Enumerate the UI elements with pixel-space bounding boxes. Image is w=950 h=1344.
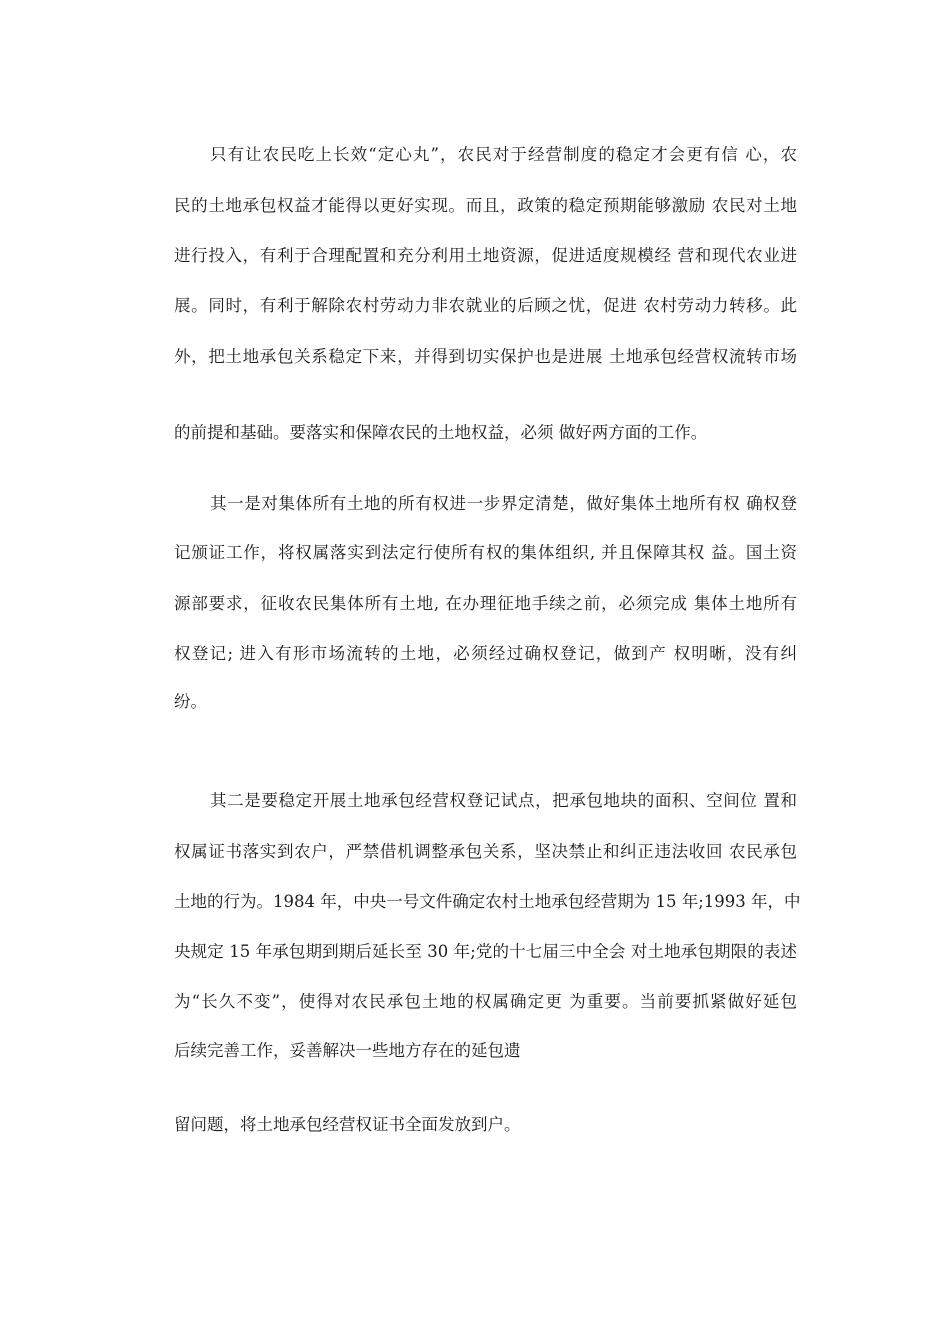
- paragraph-line: 后续完善工作，妥善解决一些地方存在的延包遗: [174, 1041, 521, 1060]
- paragraph-line: 权属证书落实到农户，严禁借机调整承包关系，坚决禁止和纠正违法收回 农民承包: [174, 842, 797, 861]
- paragraph-line: 记颁证工作，将权属落实到法定行使所有权的集体组织, 并且保障其权 益。国土资: [174, 543, 797, 562]
- paragraph-line: 其一是对集体所有土地的所有权进一步界定清楚，做好集体土地所有权 确权登: [210, 494, 797, 513]
- paragraph-line: 权登记; 进入有形市场流转的土地，必须经过确权登记，做到产 权明晰，没有纠: [174, 644, 797, 663]
- paragraph-line: 展。同时，有利于解除农村劳动力非农就业的后顾之忧，促进 农村劳动力转移。此: [174, 296, 797, 315]
- paragraph-line: 进行投入，有利于合理配置和充分利用土地资源，促进适度规模经 营和现代农业进: [174, 246, 797, 265]
- paragraph-line: 的前提和基础。要落实和保障农民的土地权益，必须 做好两方面的工作。: [174, 423, 708, 442]
- paragraph-line: 为“长久不变”，使得对农民承包土地的权属确定更 为重要。当前要抓紧做好延包: [174, 992, 797, 1011]
- paragraph-line: 源部要求，征收农民集体所有土地, 在办理征地手续之前，必须完成 集体土地所有: [174, 594, 797, 613]
- paragraph-line: 土地的行为。1984 年，中央一号文件确定农村土地承包经营期为 15 年;1993 年，中: [174, 892, 801, 911]
- paragraph-line: 民的土地承包权益才能得以更好实现。而且，政策的稳定预期能够激励 农民对土地: [174, 196, 797, 215]
- paragraph-line: 纷。: [174, 692, 207, 711]
- paragraph-line: 央规定 15 年承包期到期后延长至 30 年;党的十七届三中全会 对土地承包期限的表述: [174, 942, 797, 961]
- paragraph-line: 留问题，将土地承包经营权证书全面发放到户。: [174, 1115, 521, 1134]
- paragraph-line: 其二是要稳定开展土地承包经营权登记试点，把承包地块的面积、空间位 置和: [210, 791, 797, 810]
- paragraph-line: 外，把土地承包关系稳定下来，并得到切实保护也是进展 土地承包经营权流转市场: [174, 347, 797, 366]
- paragraph-line: 只有让农民吃上长效“定心丸”，农民对于经营制度的稳定才会更有信 心，农: [210, 145, 797, 164]
